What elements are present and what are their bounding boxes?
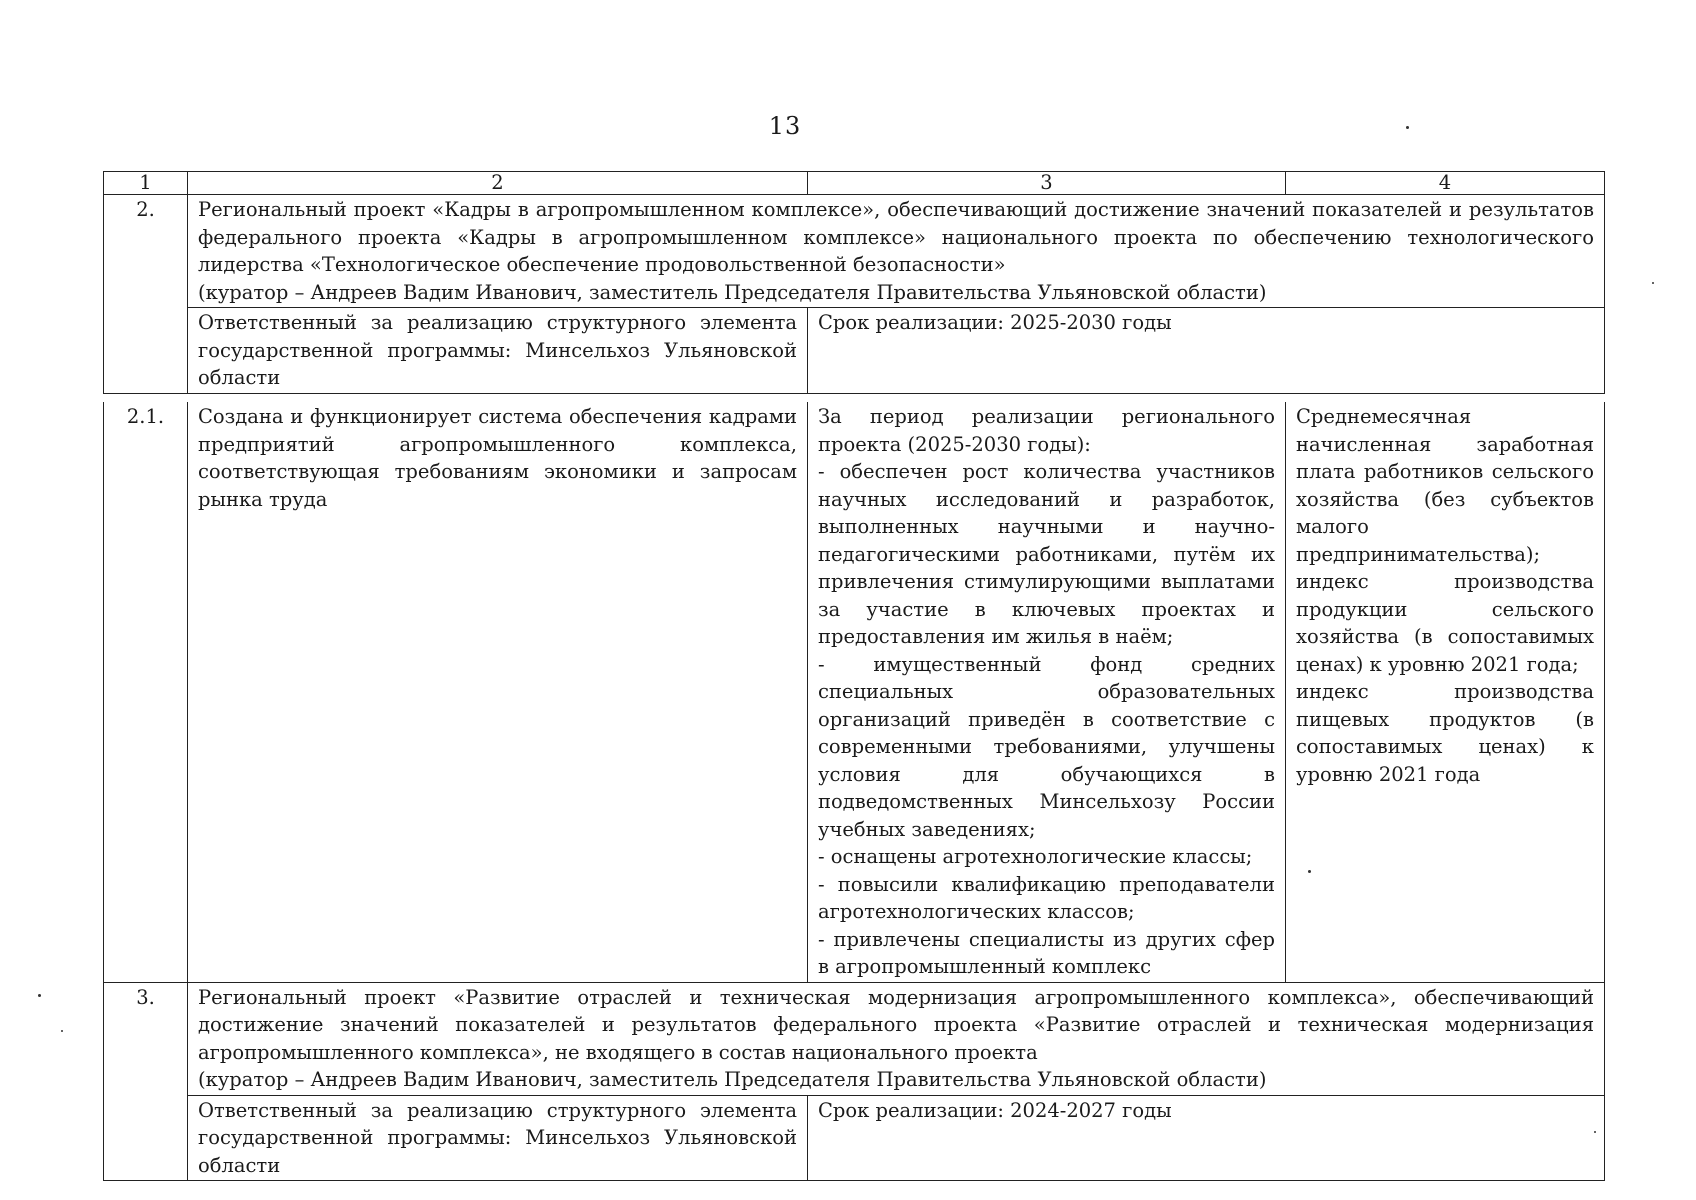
section-number: 3. xyxy=(104,982,188,1181)
term-cell: Срок реализации: 2025-2030 годы xyxy=(808,308,1605,394)
column-header-3: 3 xyxy=(808,172,1286,195)
task-indicators xyxy=(1286,402,1605,982)
responsible-cell: Ответственный за реализацию структурного элемента государственной программы: Минсельхоз Ульяновской области xyxy=(188,308,808,394)
program-table xyxy=(103,171,1605,394)
term-cell: Срок реализации: 2024-2027 годы xyxy=(808,1095,1605,1181)
effects-line: За период реализации регионального проекта (2025-2030 годы): xyxy=(818,405,1275,456)
task-description: Создана и функционирует система обеспечения кадрами предприятий агропромышленного комплекса, соответствующая требованиям экономики и запросам рынка труда xyxy=(188,402,808,982)
scan-speck xyxy=(38,994,41,997)
effects-line: - имущественный фонд средних специальных образовательных организаций приведён в соответствие с современными требованиями, улучшены условия для обучающихся в подведомственных Минсельхозу России учебных заведениях; xyxy=(818,652,1275,841)
effects-line: - повысили квалификацию преподаватели агротехнологических классов; xyxy=(818,872,1275,923)
column-header-2: 2 xyxy=(188,172,808,195)
page-number: 13 xyxy=(768,112,802,140)
task-row xyxy=(104,402,1605,982)
program-table-continued xyxy=(103,402,1605,1181)
section-header xyxy=(188,982,1605,1095)
column-header-4: 4 xyxy=(1286,172,1605,195)
task-number: 2.1. xyxy=(104,402,188,982)
project-curator: (куратор – Андреев Вадим Иванович, заместитель Председателя Правительства Ульяновской области) xyxy=(198,1068,1267,1091)
effects-line: - привлечены специалисты из других сфер в агропромышленный комплекс xyxy=(818,927,1275,978)
column-header-1: 1 xyxy=(104,172,188,195)
section-number: 2. xyxy=(104,195,188,394)
section-meta-row xyxy=(104,1095,1605,1181)
project-title: Региональный проект «Кадры в агропромышленном комплексе», обеспечивающий достижение значений показателей и результатов федерального проекта «Кадры в агропромышленном комплексе» национального проекта по обеспечению технологического лидерства «Технологическое обеспечение продовольственной безопасности» xyxy=(198,198,1594,276)
section-row xyxy=(104,195,1605,308)
task-effects xyxy=(808,402,1286,982)
indicator-line: Среднемесячная начисленная заработная плата работников сельского хозяйства (без субъектов малого предпринимательства); xyxy=(1296,405,1594,566)
section-header xyxy=(188,195,1605,308)
project-curator: (куратор – Андреев Вадим Иванович, заместитель Председателя Правительства Ульяновской области) xyxy=(198,280,1267,304)
scan-speck xyxy=(1406,126,1409,129)
section-row xyxy=(104,982,1605,1095)
column-number-row xyxy=(104,172,1605,195)
project-title: Региональный проект «Развитие отраслей и техническая модернизация агропромышленного комплекса», обеспечивающий достижение значений показателей и результатов федерального проекта «Развитие отраслей и техническая модернизация агропромышленного комплекса», не входящего в состав национального проекта xyxy=(198,985,1594,1064)
effects-line: - обеспечен рост количества участников научных исследований и разработок, выполненных научными и научно-педагогическими работниками, путём их привлечения стимулирующими выплатами за участие в ключевых проектах и предоставления им жилья в наём; xyxy=(818,460,1275,648)
responsible-cell: Ответственный за реализацию структурного элемента государственной программы: Минсельхоз Ульяновской области xyxy=(188,1095,808,1181)
effects-line: - оснащены агротехнологические классы; xyxy=(818,845,1253,868)
indicator-line: индекс производства пищевых продуктов (в сопоставимых ценах) к уровню 2021 года xyxy=(1296,680,1594,786)
section-meta-row xyxy=(104,308,1605,394)
scan-speck xyxy=(61,1030,63,1032)
scan-speck xyxy=(1652,282,1654,284)
indicator-line: индекс производства продукции сельского хозяйства (в сопоставимых ценах) к уровню 2021 года; xyxy=(1296,570,1594,676)
